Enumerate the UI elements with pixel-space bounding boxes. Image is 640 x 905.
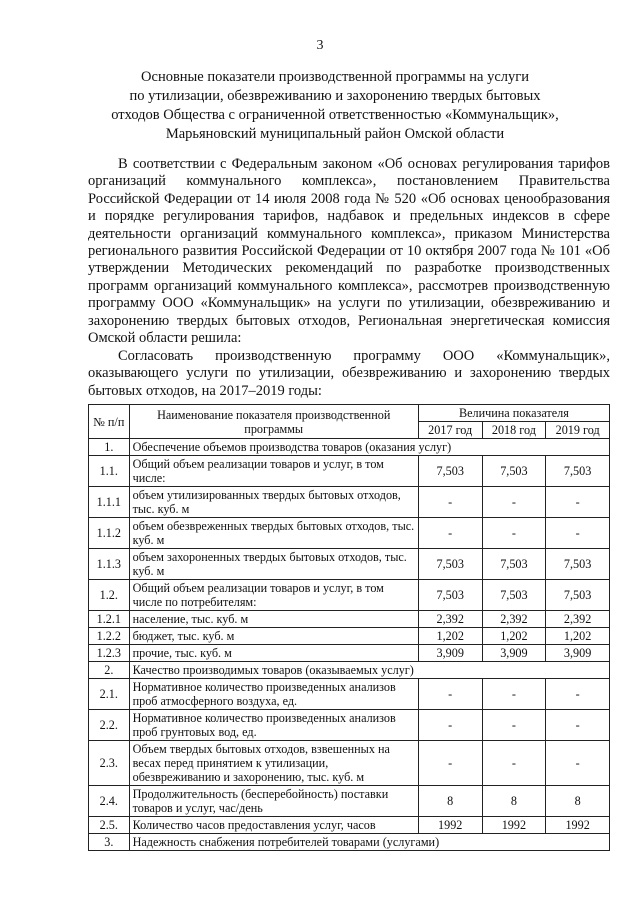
row-value: 2,392 [546,611,610,628]
row-value: 1,202 [482,628,546,645]
table-row [89,786,610,817]
row-value: - [482,741,546,786]
row-value: 1992 [418,817,482,834]
row-number: 1.1. [89,456,130,487]
row-value: 7,503 [482,456,546,487]
table-row [89,611,610,628]
table-row [89,487,610,518]
row-value: - [546,487,610,518]
row-value: - [546,679,610,710]
table-row [89,580,610,611]
row-name: Обеспечение объемов производства товаров (оказания услуг) [129,439,609,456]
table-section-row [89,439,610,456]
row-number: 1.1.3 [89,549,130,580]
header-value-group: Величина показателя [418,405,609,422]
row-number: 2.4. [89,786,130,817]
row-number: 3. [89,834,130,851]
title-line: Марьяновский муниципальный район Омской области [165,126,505,142]
row-value: 7,503 [546,580,610,611]
row-number: 1.1.1 [89,487,130,518]
document-title [90,68,580,144]
row-value: 7,503 [418,580,482,611]
row-name: бюджет, тыс. куб. м [129,628,418,645]
row-number: 1.2.3 [89,645,130,662]
row-number: 1. [89,439,130,456]
row-name: Количество часов предоставления услуг, часов [129,817,418,834]
row-value: 2,392 [482,611,546,628]
row-value: 8 [418,786,482,817]
row-name: Объем твердых бытовых отходов, взвешенных на весах перед принятием к утилизации, обезвреживанию и захоронению, тыс. куб. м [129,741,418,786]
header-year: 2018 год [482,422,546,439]
row-name: Качество производимых товаров (оказываемых услуг) [129,662,609,679]
row-value: - [418,679,482,710]
row-value: 7,503 [482,549,546,580]
row-value: 1992 [482,817,546,834]
row-value: - [546,710,610,741]
row-number: 2.2. [89,710,130,741]
row-value: 1992 [546,817,610,834]
row-name: Нормативное количество произведенных анализов проб атмосферного воздуха, ед. [129,679,418,710]
row-value: - [482,487,546,518]
row-value: - [482,518,546,549]
row-name: Продолжительность (бесперебойность) поставки товаров и услуг, час/день [129,786,418,817]
paragraph-decision [88,348,610,400]
table-body [89,439,610,851]
indicators-table [88,404,610,851]
row-value: 7,503 [546,549,610,580]
row-name: объем захороненных твердых бытовых отходов, тыс. куб. м [129,549,418,580]
table-row [89,679,610,710]
row-name: население, тыс. куб. м [129,611,418,628]
row-name: Общий объем реализации товаров и услуг, в том числе: [129,456,418,487]
row-value: - [418,518,482,549]
row-value: 3,909 [418,645,482,662]
row-value: - [546,518,610,549]
row-value: 7,503 [418,456,482,487]
paragraph-legal-basis [88,156,610,347]
row-name: Нормативное количество произведенных анализов проб грунтовых вод, ед. [129,710,418,741]
table-row [89,645,610,662]
row-number: 1.2. [89,580,130,611]
row-value: 3,909 [482,645,546,662]
table-row [89,628,610,645]
row-value: 1,202 [418,628,482,645]
paragraph-text: В соответствии с Федеральным законом «Об основах регулирования тарифов организаций коммунального комплекса», постановлением Правительства Российской Федерации от 14 июля 2008 года № 520 «Об основах ценообразования и порядке регулирования тарифов, надбавок и предельных индексов в сфере деятельности организаций коммунального комплекса», приказом Министерства регионального развития Российской Федерации от 10 октября 2007 года № 101 «Об утверждении Методических рекомендаций по разработке производственных программ организаций коммунального комплекса», рассмотрев производственную программу ООО «Коммунальщик» на услуги по утилизации, обезвреживанию и захоронению твердых бытовых отходов, Региональная энергетическая комиссия Омской области решила: [88,156,610,347]
header-name: Наименование показателя производственной программы [129,405,418,439]
row-value: 3,909 [546,645,610,662]
header-num: № п/п [89,405,130,439]
row-number: 2. [89,662,130,679]
table-row [89,518,610,549]
row-value: 1,202 [546,628,610,645]
title-line: отходов Общества с ограниченной ответственностью «Коммунальщик», [111,107,559,123]
row-name: прочие, тыс. куб. м [129,645,418,662]
row-value: - [482,710,546,741]
table-section-row [89,662,610,679]
row-value: 8 [482,786,546,817]
row-value: - [482,679,546,710]
row-value: 7,503 [546,456,610,487]
header-year: 2019 год [546,422,610,439]
table-row [89,741,610,786]
table-row [89,710,610,741]
row-value: 7,503 [418,549,482,580]
row-value: 8 [546,786,610,817]
row-number: 2.3. [89,741,130,786]
row-value: - [418,487,482,518]
title-line: Основные показатели производственной программы на услуги [141,69,529,85]
page-number: 3 [316,38,324,53]
row-value: 7,503 [482,580,546,611]
header-year: 2017 год [418,422,482,439]
paragraph-text: Согласовать производственную программу ООО «Коммунальщик», оказывающего услуги по утилизации, обезвреживанию и захоронению твердых бытовых отходов, на 2017–2019 годы: [88,348,610,399]
row-value: - [418,710,482,741]
row-number: 2.1. [89,679,130,710]
row-name: Общий объем реализации товаров и услуг, в том числе по потребителям: [129,580,418,611]
row-number: 1.1.2 [89,518,130,549]
title-line: по утилизации, обезвреживанию и захоронению твердых бытовых [129,88,541,104]
row-value: 2,392 [418,611,482,628]
table-section-row [89,834,610,851]
row-number: 2.5. [89,817,130,834]
table-row [89,817,610,834]
row-number: 1.2.1 [89,611,130,628]
row-name: объем утилизированных твердых бытовых отходов, тыс. куб. м [129,487,418,518]
table-row [89,549,610,580]
row-name: объем обезвреженных твердых бытовых отходов, тыс. куб. м [129,518,418,549]
row-value: - [546,741,610,786]
row-value: - [418,741,482,786]
row-name: Надежность снабжения потребителей товарами (услугами) [129,834,609,851]
row-number: 1.2.2 [89,628,130,645]
table-row [89,456,610,487]
